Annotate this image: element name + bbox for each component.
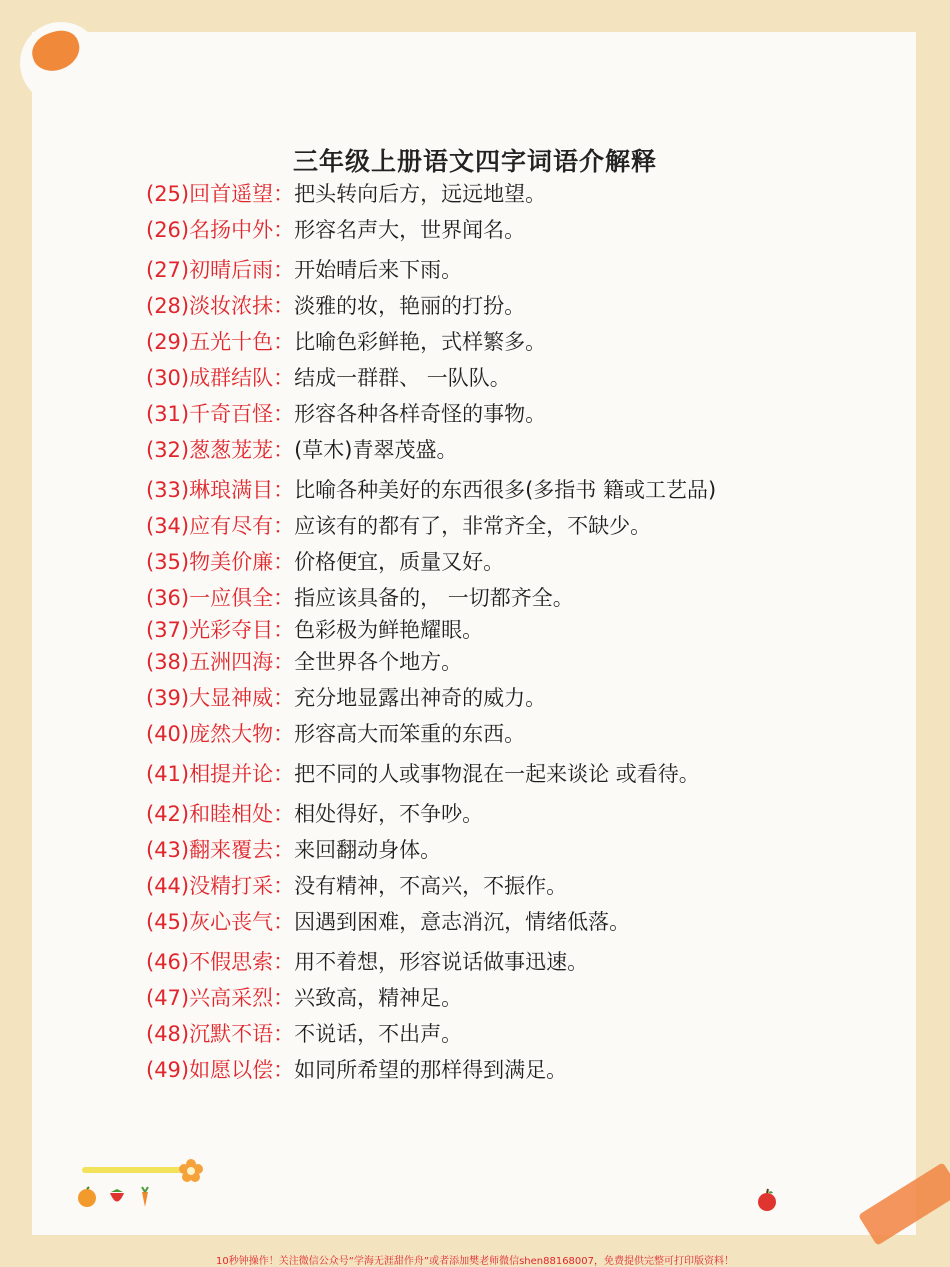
entry-term: 千奇百怪 bbox=[189, 402, 274, 426]
entry-term: 光彩夺目 bbox=[189, 618, 274, 642]
entry-definition: 充分地显露出神奇的威力。 bbox=[294, 686, 547, 710]
fruit-decoration-row bbox=[76, 1186, 154, 1208]
entry-separator: ： bbox=[273, 910, 295, 934]
entry-separator: ： bbox=[273, 950, 295, 974]
entry-definition: 形容各种各样奇怪的事物。 bbox=[294, 402, 547, 426]
list-item bbox=[146, 178, 816, 210]
list-item bbox=[146, 646, 816, 678]
entry-number: (31) bbox=[146, 402, 190, 426]
entry-number: (48) bbox=[146, 1022, 190, 1046]
entry-definition: 应该有的都有了，非常齐全，不缺少。 bbox=[294, 514, 652, 538]
entry-definition: 指应该具备的， 一切都齐全。 bbox=[294, 586, 574, 610]
entry-number: (37) bbox=[146, 618, 190, 642]
carrot-icon bbox=[136, 1186, 154, 1208]
yellow-line-decoration bbox=[82, 1167, 182, 1173]
entry-number: (40) bbox=[146, 722, 190, 746]
entry-term: 庞然大物 bbox=[189, 722, 274, 746]
entry-term: 如愿以偿 bbox=[189, 1058, 274, 1082]
list-item bbox=[146, 834, 816, 866]
entry-separator: ： bbox=[273, 650, 295, 674]
entry-number: (33) bbox=[146, 478, 190, 502]
strawberry-icon bbox=[106, 1186, 128, 1208]
entry-separator: ： bbox=[273, 514, 295, 538]
entry-number: (25) bbox=[146, 182, 190, 206]
entry-term: 不假思索 bbox=[189, 950, 274, 974]
entry-term: 回首遥望 bbox=[189, 182, 274, 206]
entry-term: 大显神威 bbox=[189, 686, 274, 710]
entry-term: 琳琅满目 bbox=[189, 478, 274, 502]
entry-number: (36) bbox=[146, 586, 190, 610]
entry-number: (34) bbox=[146, 514, 190, 538]
entry-separator: ： bbox=[273, 438, 295, 462]
entry-separator: ： bbox=[273, 1022, 295, 1046]
entry-separator: ： bbox=[273, 762, 295, 786]
list-item bbox=[146, 326, 816, 358]
entry-definition: 来回翻动身体。 bbox=[294, 838, 442, 862]
entry-term: 五光十色 bbox=[189, 330, 274, 354]
entry-separator: ： bbox=[273, 802, 295, 826]
apple-icon bbox=[755, 1188, 779, 1212]
list-item bbox=[146, 906, 816, 938]
entry-term: 一应俱全 bbox=[189, 586, 274, 610]
entry-definition: 把头转向后方，远远地望。 bbox=[294, 182, 547, 206]
entry-number: (49) bbox=[146, 1058, 190, 1082]
entry-separator: ： bbox=[273, 986, 295, 1010]
list-item bbox=[146, 510, 816, 542]
entry-separator: ： bbox=[273, 330, 295, 354]
entry-term: 应有尽有 bbox=[189, 514, 274, 538]
entry-definition: 形容名声大，世界闻名。 bbox=[294, 218, 526, 242]
list-item bbox=[146, 546, 816, 578]
entry-number: (43) bbox=[146, 838, 190, 862]
entry-number: (35) bbox=[146, 550, 190, 574]
entry-term: 没精打采 bbox=[189, 874, 274, 898]
entry-definition: 价格便宜，质量又好。 bbox=[294, 550, 505, 574]
entry-definition: 开始晴后来下雨。 bbox=[294, 258, 463, 282]
entry-definition: (草木)青翠茂盛。 bbox=[294, 438, 458, 462]
entry-term: 沉默不语 bbox=[189, 1022, 274, 1046]
entry-number: (38) bbox=[146, 650, 190, 674]
list-item bbox=[146, 614, 816, 646]
entry-number: (46) bbox=[146, 950, 190, 974]
entry-definition: 结成一群群、 一队队。 bbox=[294, 366, 511, 390]
entry-definition: 色彩极为鲜艳耀眼。 bbox=[294, 618, 484, 642]
entry-list bbox=[146, 178, 816, 1090]
list-item bbox=[146, 474, 816, 506]
entry-number: (27) bbox=[146, 258, 190, 282]
orange-icon bbox=[76, 1186, 98, 1208]
entry-separator: ： bbox=[273, 838, 295, 862]
entry-number: (39) bbox=[146, 686, 190, 710]
entry-number: (45) bbox=[146, 910, 190, 934]
entry-number: (32) bbox=[146, 438, 190, 462]
entry-term: 和睦相处 bbox=[189, 802, 274, 826]
entry-definition: 比喻各种美好的东西很多(多指书 籍或工艺品) bbox=[294, 478, 717, 502]
entry-definition: 全世界各个地方。 bbox=[294, 650, 463, 674]
entry-term: 成群结队 bbox=[189, 366, 274, 390]
entry-number: (29) bbox=[146, 330, 190, 354]
entry-definition: 兴致高，精神足。 bbox=[294, 986, 463, 1010]
entry-separator: ： bbox=[273, 366, 295, 390]
entry-separator: ： bbox=[273, 258, 295, 282]
entry-term: 物美价廉 bbox=[189, 550, 274, 574]
entry-separator: ： bbox=[273, 686, 295, 710]
list-item bbox=[146, 214, 816, 246]
flower-icon bbox=[178, 1158, 204, 1184]
entry-separator: ： bbox=[273, 402, 295, 426]
entry-term: 相提并论 bbox=[189, 762, 274, 786]
entry-term: 灰心丧气 bbox=[189, 910, 274, 934]
entry-term: 葱葱茏茏 bbox=[189, 438, 274, 462]
list-item bbox=[146, 798, 816, 830]
list-item bbox=[146, 1018, 816, 1050]
entry-separator: ： bbox=[273, 722, 295, 746]
list-item bbox=[146, 982, 816, 1014]
entry-separator: ： bbox=[273, 618, 295, 642]
entry-separator: ： bbox=[273, 586, 295, 610]
list-item bbox=[146, 946, 816, 978]
entry-number: (41) bbox=[146, 762, 190, 786]
entry-term: 淡妆浓抹 bbox=[189, 294, 274, 318]
list-item bbox=[146, 398, 816, 430]
entry-number: (47) bbox=[146, 986, 190, 1010]
entry-separator: ： bbox=[273, 1058, 295, 1082]
list-item bbox=[146, 254, 816, 286]
entry-separator: ： bbox=[273, 182, 295, 206]
entry-definition: 相处得好，不争吵。 bbox=[294, 802, 484, 826]
list-item bbox=[146, 758, 816, 790]
list-item bbox=[146, 582, 816, 614]
list-item bbox=[146, 362, 816, 394]
entry-number: (30) bbox=[146, 366, 190, 390]
entry-number: (42) bbox=[146, 802, 190, 826]
entry-definition: 用不着想，形容说话做事迅速。 bbox=[294, 950, 589, 974]
entry-separator: ： bbox=[273, 874, 295, 898]
footer-note: 10秒钟操作！关注微信公众号“学海无涯甜作舟”或者添加樊老师微信shen88168007，免费提供完整可打印版资料！ bbox=[215, 1256, 735, 1267]
entry-term: 翻来覆去 bbox=[189, 838, 274, 862]
entry-number: (28) bbox=[146, 294, 190, 318]
list-item bbox=[146, 1054, 816, 1086]
entry-definition: 没有精神，不高兴，不振作。 bbox=[294, 874, 568, 898]
entry-definition: 如同所希望的那样得到满足。 bbox=[294, 1058, 568, 1082]
entry-term: 名扬中外 bbox=[189, 218, 274, 242]
page-title: 三年级上册语文四字词语介解释 bbox=[292, 147, 657, 176]
entry-separator: ： bbox=[273, 218, 295, 242]
entry-definition: 比喻色彩鲜艳，式样繁多。 bbox=[294, 330, 547, 354]
entry-definition: 淡雅的妆，艳丽的打扮。 bbox=[294, 294, 526, 318]
entry-separator: ： bbox=[273, 478, 295, 502]
entry-number: (44) bbox=[146, 874, 190, 898]
list-item bbox=[146, 290, 816, 322]
entry-definition: 形容高大而笨重的东西。 bbox=[294, 722, 526, 746]
entry-definition: 因遇到困难，意志消沉，情绪低落。 bbox=[294, 910, 631, 934]
entry-term: 五洲四海 bbox=[189, 650, 274, 674]
list-item bbox=[146, 434, 816, 466]
entry-definition: 把不同的人或事物混在一起来谈论 或看待。 bbox=[294, 762, 700, 786]
entry-term: 初晴后雨 bbox=[189, 258, 274, 282]
list-item bbox=[146, 870, 816, 902]
entry-definition: 不说话，不出声。 bbox=[294, 1022, 463, 1046]
list-item bbox=[146, 718, 816, 750]
entry-number: (26) bbox=[146, 218, 190, 242]
list-item bbox=[146, 682, 816, 714]
entry-term: 兴高采烈 bbox=[189, 986, 274, 1010]
entry-separator: ： bbox=[273, 294, 295, 318]
entry-separator: ： bbox=[273, 550, 295, 574]
